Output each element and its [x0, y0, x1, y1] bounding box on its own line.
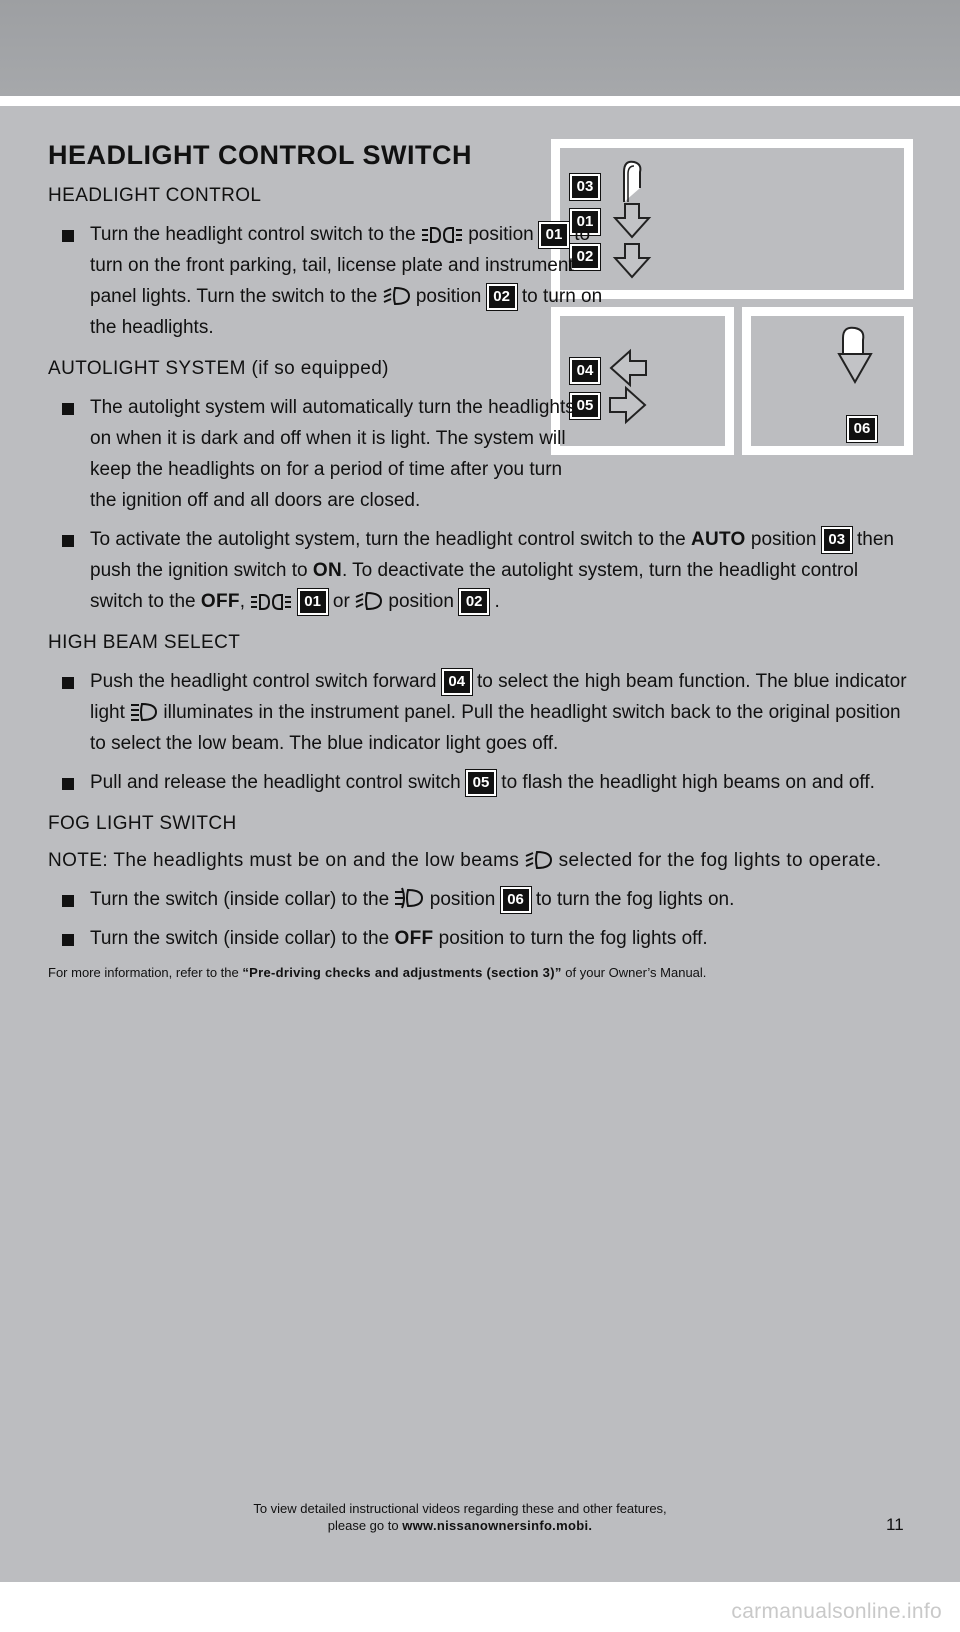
- position-badge-02: 02: [459, 589, 489, 615]
- website-link[interactable]: www.nissanownersinfo.mobi.: [402, 1518, 593, 1533]
- position-badge-04: 04: [442, 669, 472, 695]
- position-badge-01: 01: [539, 222, 569, 248]
- section-heading-fog-light: FOG LIGHT SWITCH: [48, 813, 237, 834]
- headlight-low-beam-icon: [383, 286, 411, 306]
- page-number: 11: [886, 1515, 904, 1534]
- position-badge-04: 04: [570, 358, 600, 384]
- position-badge-06: 06: [501, 887, 531, 913]
- top-header-band: [0, 0, 960, 96]
- position-badge-01: 01: [298, 589, 328, 615]
- list-item: The autolight system will automatically turn the headlights on when it is dark and off when it is light. The system will keep the headlights on for a period of time after you turn the ignition off and all doors are closed.: [48, 392, 590, 516]
- position-badge-03: 03: [822, 527, 852, 553]
- high-beam-indicator-icon: [130, 702, 158, 722]
- headlight-low-beam-icon: [525, 850, 553, 870]
- position-badge-05: 05: [570, 393, 600, 419]
- list-item: Turn the headlight control switch to the position 01 to turn on the front parking, tail, license plate and instrument panel lights. Turn the switch to the position 02 to turn on the headlights.: [48, 219, 610, 343]
- headlight-low-beam-icon: [355, 591, 383, 611]
- page-title: HEADLIGHT CONTROL SWITCH: [48, 140, 472, 170]
- list-item: Pull and release the headlight control switch 05 to flash the headlight high beams on and off.: [48, 767, 908, 798]
- content-body: [48, 178, 908, 995]
- parking-light-icon: [250, 593, 292, 611]
- position-badge-02: 02: [487, 284, 517, 310]
- footnote: For more information, refer to the “Pre-driving checks and adjustments (section 3)” of your Owner’s Manual.: [48, 965, 707, 980]
- fog-light-icon: [394, 887, 424, 909]
- list-item: To activate the autolight system, turn the headlight control switch to the AUTO position 03 then push the ignition switch to ON. To deactivate the autolight system, turn the headlight control switch to the OFF, 01 or position 02 .: [48, 524, 908, 617]
- list-item: Push the headlight control switch forward 04 to select the high beam function. The blue indicator light illuminates in the instrument panel. Pull the headlight switch back to the original position to select the low beam. The blue indicator light goes off.: [48, 666, 908, 759]
- position-badge-06: 06: [847, 416, 877, 442]
- position-badge-01: 01: [570, 209, 600, 235]
- page-footer: To view detailed instructional videos regarding these and other features, please go to www.nissanownersinfo.mobi.: [253, 1501, 667, 1533]
- section-heading-high-beam: HIGH BEAM SELECT: [48, 632, 241, 653]
- position-badge-02: 02: [570, 244, 600, 270]
- fog-light-note: NOTE: The headlights must be on and the low beams selected for the fog lights to operate.: [48, 850, 882, 871]
- list-item: Turn the switch (inside collar) to the OFF position to turn the fog lights off.: [48, 923, 908, 954]
- watermark: carmanualsonline.info: [731, 1600, 942, 1623]
- section-heading-autolight: AUTOLIGHT SYSTEM (if so equipped): [48, 358, 389, 379]
- header-divider: [0, 96, 960, 106]
- parking-light-icon: [421, 226, 463, 244]
- list-item: Turn the switch (inside collar) to the position 06 to turn the fog lights on.: [48, 884, 908, 915]
- section-heading-headlight-control: HEADLIGHT CONTROL: [48, 185, 262, 206]
- position-badge-03: 03: [570, 174, 600, 200]
- position-badge-05: 05: [466, 770, 496, 796]
